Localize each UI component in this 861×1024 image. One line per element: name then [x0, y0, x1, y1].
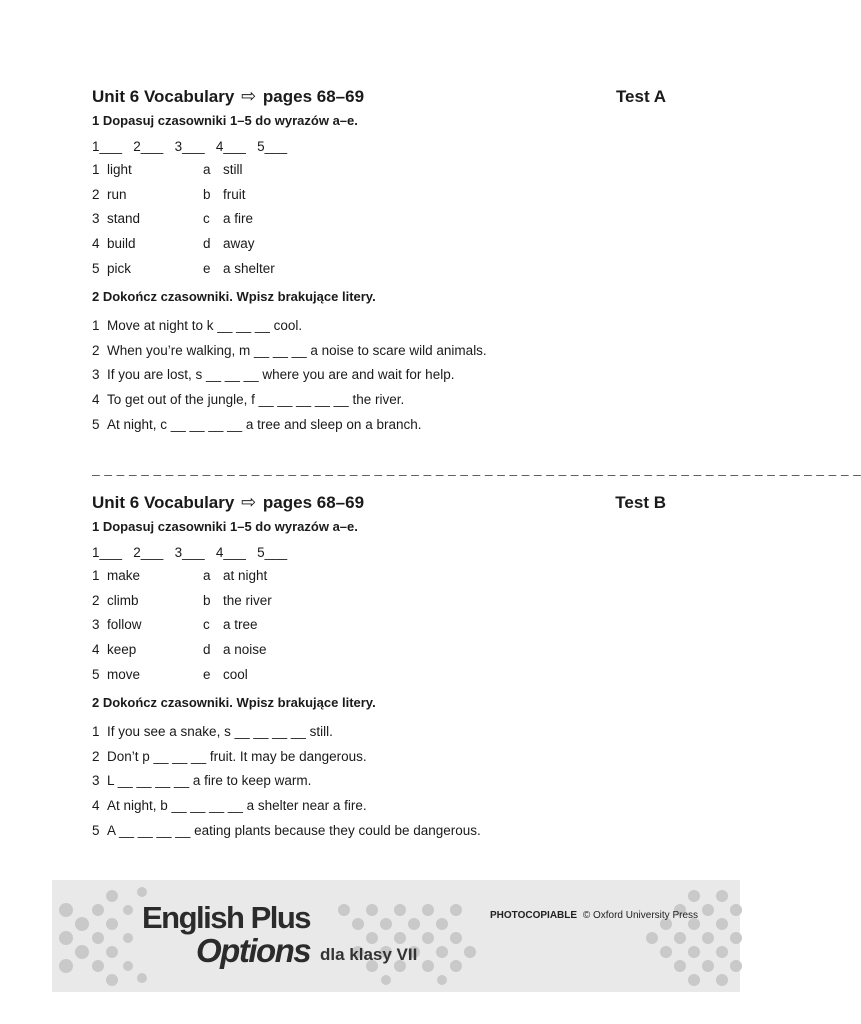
sentence-row [92, 363, 666, 388]
test-label: Test B [615, 493, 666, 512]
exercise-1-instruction: 1 Dopasuj czasowniki 1–5 do wyrazów a–e. [92, 519, 358, 534]
copyright-notice [490, 910, 698, 921]
exercise-2-instruction: 2 Dokończ czasowniki. Wpisz brakujące litery. [92, 694, 376, 710]
test-b-section [92, 492, 666, 842]
exercise-2-instruction: 2 Dokończ czasowniki. Wpisz brakujące litery. [92, 288, 376, 304]
decorative-pattern [52, 880, 740, 992]
item-number: 4 [92, 798, 100, 814]
item-letter: c [203, 211, 210, 227]
sentence-text: A __ __ __ __ eating plants because they could be dangerous. [107, 822, 481, 838]
match-word: a noise [223, 641, 267, 657]
item-letter: b [203, 186, 211, 202]
copyright-text: © Oxford University Press [582, 910, 698, 921]
arrow-right-icon: ⇨ [241, 86, 257, 106]
match-word: still [223, 161, 243, 177]
footer-banner [52, 880, 740, 992]
match-row [92, 206, 666, 231]
item-number: 1 [92, 724, 100, 740]
match-word: at night [223, 567, 268, 583]
item-number: 1 [92, 567, 100, 583]
sentence-text: L __ __ __ __ a fire to keep warm. [107, 773, 312, 789]
exercise-1-instruction: 1 Dopasuj czasowniki 1–5 do wyrazów a–e. [92, 113, 358, 128]
logo-options: Options [196, 932, 311, 969]
item-number: 2 [92, 342, 100, 358]
verb: make [107, 567, 141, 583]
verb: climb [107, 592, 139, 608]
item-number: 5 [92, 666, 100, 682]
item-letter: c [203, 617, 210, 633]
item-letter: b [203, 592, 211, 608]
match-row [92, 612, 666, 637]
sentence-text: If you are lost, s __ __ __ where you are and wait for help. [107, 367, 455, 383]
unit-title-text: Unit 6 Vocabulary [92, 87, 235, 106]
match-word: a shelter [223, 260, 275, 276]
unit-title-text: Unit 6 Vocabulary [92, 493, 235, 512]
sentence-row [92, 719, 666, 744]
item-letter: a [203, 567, 211, 583]
verb: stand [107, 211, 141, 227]
sentence-text: At night, c __ __ __ __ a tree and sleep on a branch. [107, 416, 422, 432]
match-row [92, 157, 666, 182]
answer-line: 1___ 2___ 3___ 4___ 5___ [92, 139, 288, 154]
test-header [92, 492, 666, 516]
sentence-row [92, 387, 666, 412]
item-number: 5 [92, 822, 100, 838]
item-letter: a [203, 161, 211, 177]
match-word: cool [223, 666, 248, 682]
item-number: 3 [92, 211, 100, 227]
sentence-row [92, 818, 666, 843]
match-row [92, 588, 666, 613]
item-number: 1 [92, 161, 100, 177]
match-word: fruit [223, 186, 246, 202]
verb: light [107, 161, 132, 177]
cut-line: – – – – – – – – – – – – – – – – – – – – – – – – – – – – – – – – – – – – – – – – – – – – – – – – – – – – – – – – – – – – – – – [92, 466, 861, 482]
sentence-row [92, 744, 666, 769]
sentence-row [92, 769, 666, 794]
test-header [92, 86, 666, 110]
item-number: 4 [92, 641, 100, 657]
verb: build [107, 235, 136, 251]
logo-english-plus: English Plus [142, 900, 311, 935]
unit-pages-text: pages 68–69 [262, 87, 365, 106]
match-row [92, 231, 666, 256]
logo-class-label: dla klasy VII [320, 945, 418, 964]
item-letter: e [203, 666, 211, 682]
item-number: 4 [92, 392, 100, 408]
test-a-section [92, 86, 666, 436]
sentence-row [92, 412, 666, 437]
sentence-text: To get out of the jungle, f __ __ __ __ __ the river. [107, 392, 405, 408]
sentence-text: Don’t p __ __ __ fruit. It may be dangerous. [107, 748, 367, 764]
match-row [92, 563, 666, 588]
verb: pick [107, 260, 132, 276]
sentence-text: Move at night to k __ __ __ cool. [107, 318, 303, 334]
photocopiable-label: PHOTOCOPIABLE [490, 910, 578, 921]
unit-title [92, 492, 364, 513]
item-number: 2 [92, 592, 100, 608]
sentence-row [92, 793, 666, 818]
item-number: 4 [92, 235, 100, 251]
sentence-text: At night, b __ __ __ __ a shelter near a fire. [107, 798, 367, 814]
match-row [92, 182, 666, 207]
verb: keep [107, 641, 137, 657]
item-number: 2 [92, 748, 100, 764]
item-letter: d [203, 641, 211, 657]
match-list [92, 563, 666, 686]
sentence-text: If you see a snake, s __ __ __ __ still. [107, 724, 333, 740]
item-number: 1 [92, 318, 100, 334]
unit-title [92, 86, 364, 107]
item-number: 5 [92, 416, 100, 432]
match-row [92, 662, 666, 687]
match-word: the river [223, 592, 272, 608]
item-number: 3 [92, 367, 100, 383]
sentence-list [92, 313, 666, 436]
sentence-row [92, 338, 666, 363]
item-letter: d [203, 235, 211, 251]
answer-line: 1___ 2___ 3___ 4___ 5___ [92, 545, 288, 560]
verb: move [107, 666, 141, 682]
verb: follow [107, 617, 142, 633]
match-row [92, 637, 666, 662]
item-number: 5 [92, 260, 100, 276]
test-label: Test A [615, 87, 666, 106]
arrow-right-icon: ⇨ [241, 492, 257, 512]
match-list [92, 157, 666, 280]
match-word: away [223, 235, 255, 251]
item-number: 2 [92, 186, 100, 202]
verb: run [107, 186, 127, 202]
item-number: 3 [92, 617, 100, 633]
match-word: a fire [223, 211, 254, 227]
item-letter: e [203, 260, 211, 276]
match-row [92, 256, 666, 281]
unit-pages-text: pages 68–69 [262, 493, 365, 512]
sentence-row [92, 313, 666, 338]
sentence-text: When you’re walking, m __ __ __ a noise to scare wild animals. [107, 342, 487, 358]
item-number: 3 [92, 773, 100, 789]
match-word: a tree [223, 617, 258, 633]
sentence-list [92, 719, 666, 842]
